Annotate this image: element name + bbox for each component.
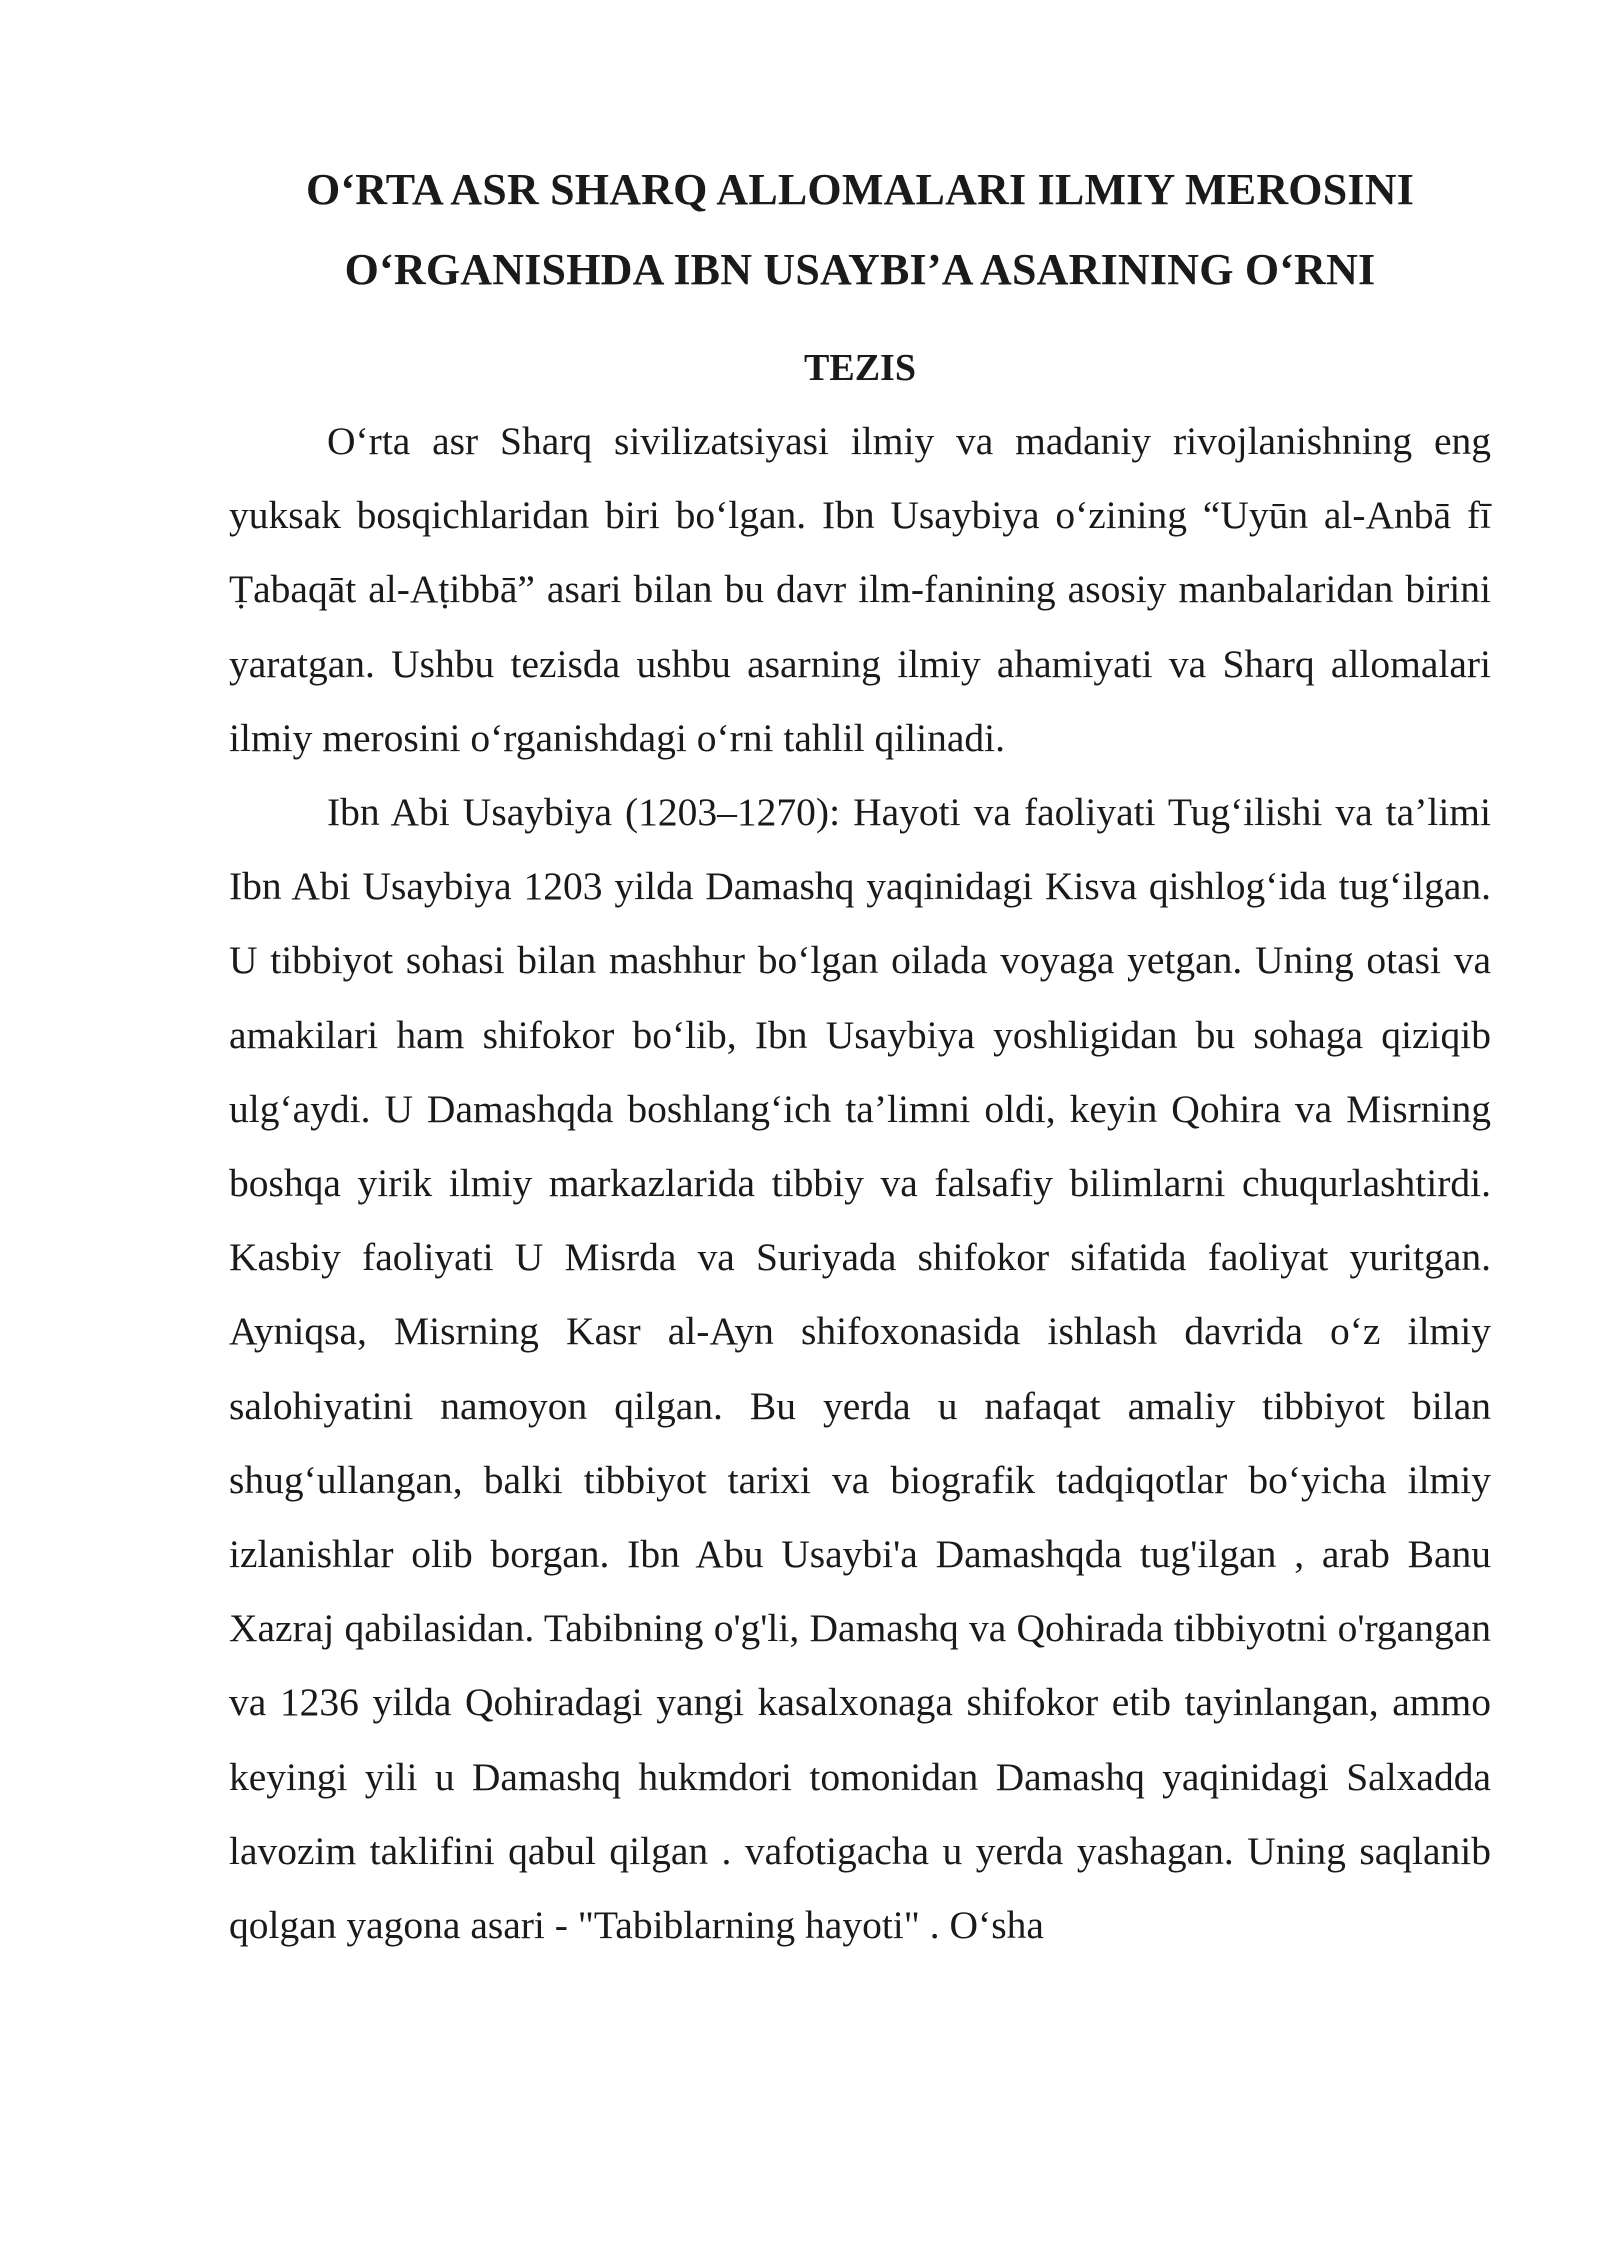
paragraph-biography: Ibn Abi Usaybiya (1203–1270): Hayoti va faoliyati Tug‘ilishi va ta’limi Ibn Abi Usaybiya 1203 yilda Damashq yaqinidagi Kisva qishlog‘ida tug‘ilgan. U tibbiyot sohasi bilan mashhur bo‘lgan oilada voyaga yetgan. Uning otasi va amakilari ham shifokor bo‘lib, Ibn Usaybiya yoshligidan bu sohaga qiziqib ulg‘aydi. U Damashqda boshlang‘ich ta’limni oldi, keyin Qohira va Misrning boshqa yirik ilmiy markazlarida tibbiy va falsafiy bilimlarni chuqurlashtirdi. Kasbiy faoliyati U Misrda va Suriyada shifokor sifatida faoliyat yuritgan. Ayniqsa, Misrning Kasr al-Ayn shifoxonasida ishlash davrida o‘z ilmiy salohiyatini namoyon qilgan. Bu yerda u nafaqat amaliy tibbiyot bilan shug‘ullangan, balki tibbiyot tarixi va biografik tadqiqotlar bo‘yicha ilmiy izlanishlar olib borgan. Ibn Abu Usaybi'a Damashqda tug'ilgan , arab Banu Xazraj qabilasidan. Tabibning o'g'li, Damashq va Qohirada tibbiyotni o'rgangan va 1236 yilda Qohiradagi yangi kasalxonaga shifokor etib tayinlangan, ammo keyingi yili u Damashq hukmdori tomonidan Damashq yaqinidagi Salxadda lavozim taklifini qabul qilgan . vafotigacha u yerda yashagan. Uning saqlanib qolgan yagona asari - "Tabiblarning hayoti" . O‘sha — [229, 790, 1491, 1948]
paragraph-intro: O‘rta asr Sharq sivilizatsiyasi ilmiy va madaniy rivojlanishning eng yuksak bosqichlaridan biri bo‘lgan. Ibn Usaybiya o‘zining “Uyūn al-Anbā fī Ṭabaqāt al-Aṭibbā” asari bilan bu davr ilm-fanining asosiy manbalaridan birini yaratgan. Ushbu tezisda ushbu asarning ilmiy ahamiyati va Sharq allomalari ilmiy merosini o‘rganishdagi o‘rni tahlil qilinadi. — [229, 419, 1491, 760]
title-line-1: O‘RTA ASR SHARQ ALLOMALARI ILMIY MEROSINI — [305, 165, 1415, 214]
title-line-2: O‘RGANISHDA IBN USAYBI’A ASARINING O‘RNI — [344, 245, 1376, 294]
document-title — [200, 150, 1520, 310]
document-subtitle: TEZIS — [804, 347, 916, 389]
document-body — [229, 404, 1491, 1962]
